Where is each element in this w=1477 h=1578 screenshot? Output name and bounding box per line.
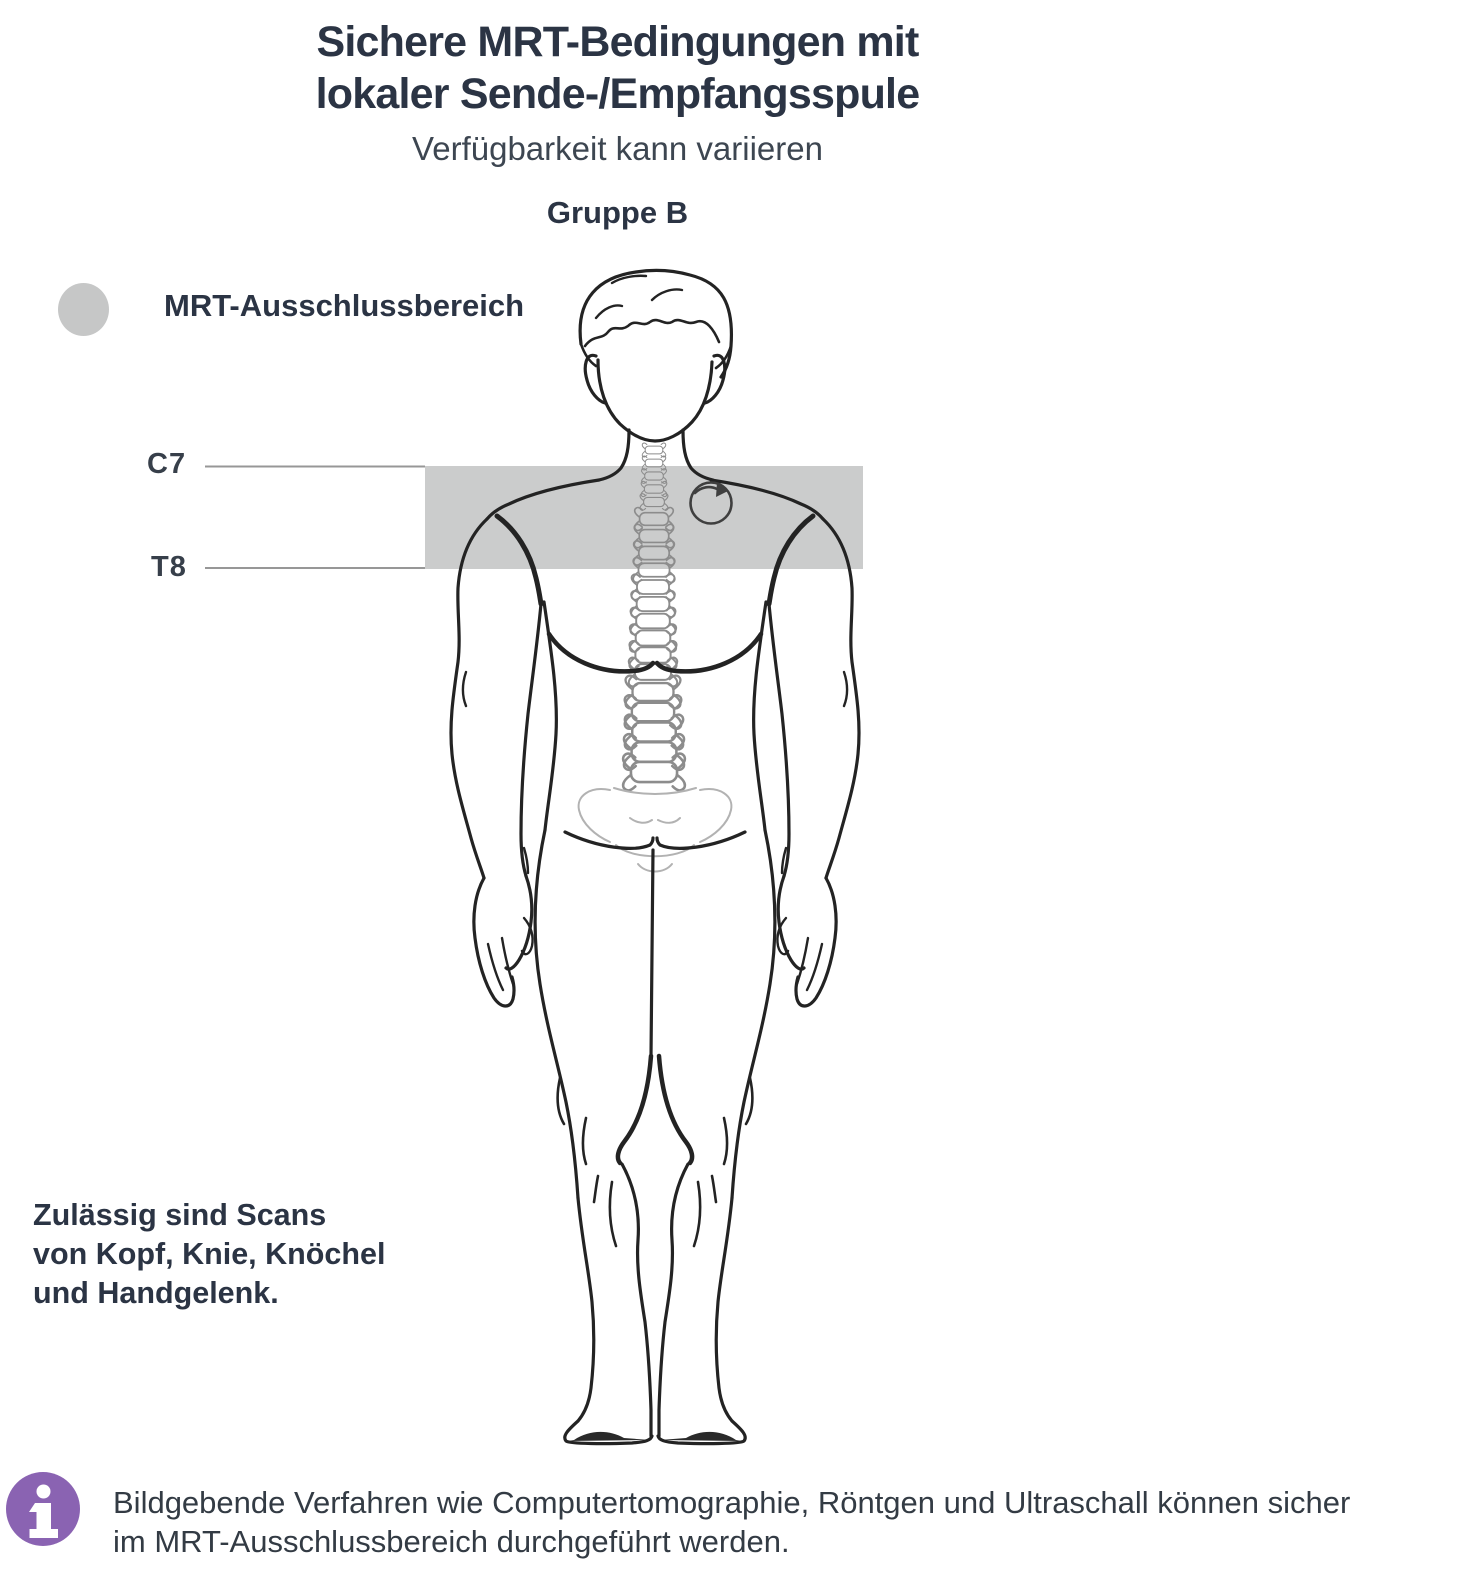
header <box>0 16 1235 231</box>
footer-note <box>113 1484 1350 1561</box>
exclusion-zone-swatch-icon <box>58 283 109 336</box>
t8-marker-label: T8 <box>151 551 187 583</box>
group-label: Gruppe B <box>546 195 689 230</box>
sacrum-illustration <box>579 788 732 872</box>
info-icon <box>4 1470 82 1548</box>
page-title <box>0 16 1235 120</box>
page-subtitle: Verfügbarkeit kann variieren <box>412 130 823 167</box>
footer-note-line2: im MRT-Ausschlussbereich durchgeführt werden. <box>113 1523 790 1559</box>
figure-left-half <box>451 480 653 1444</box>
c7-marker-label: C7 <box>147 448 187 480</box>
permitted-scans-line3: und Handgelenk. <box>33 1276 279 1310</box>
permitted-scans-note <box>33 1196 385 1313</box>
permitted-scans-line1: Zulässig sind Scans <box>33 1198 327 1232</box>
permitted-scans-line2: von Kopf, Knie, Knöchel <box>33 1237 386 1271</box>
footer-note-line1: Bildgebende Verfahren wie Computertomographie, Röntgen und Ultraschall können sicher <box>113 1485 1351 1520</box>
page-title-line1: Sichere MRT-Bedingungen mit <box>316 18 919 66</box>
legend-label: MRT-Ausschlussbereich <box>164 288 525 323</box>
figure-right-half <box>657 480 859 1444</box>
page-title-line2: lokaler Sende-/Empfangsspule <box>315 70 920 118</box>
